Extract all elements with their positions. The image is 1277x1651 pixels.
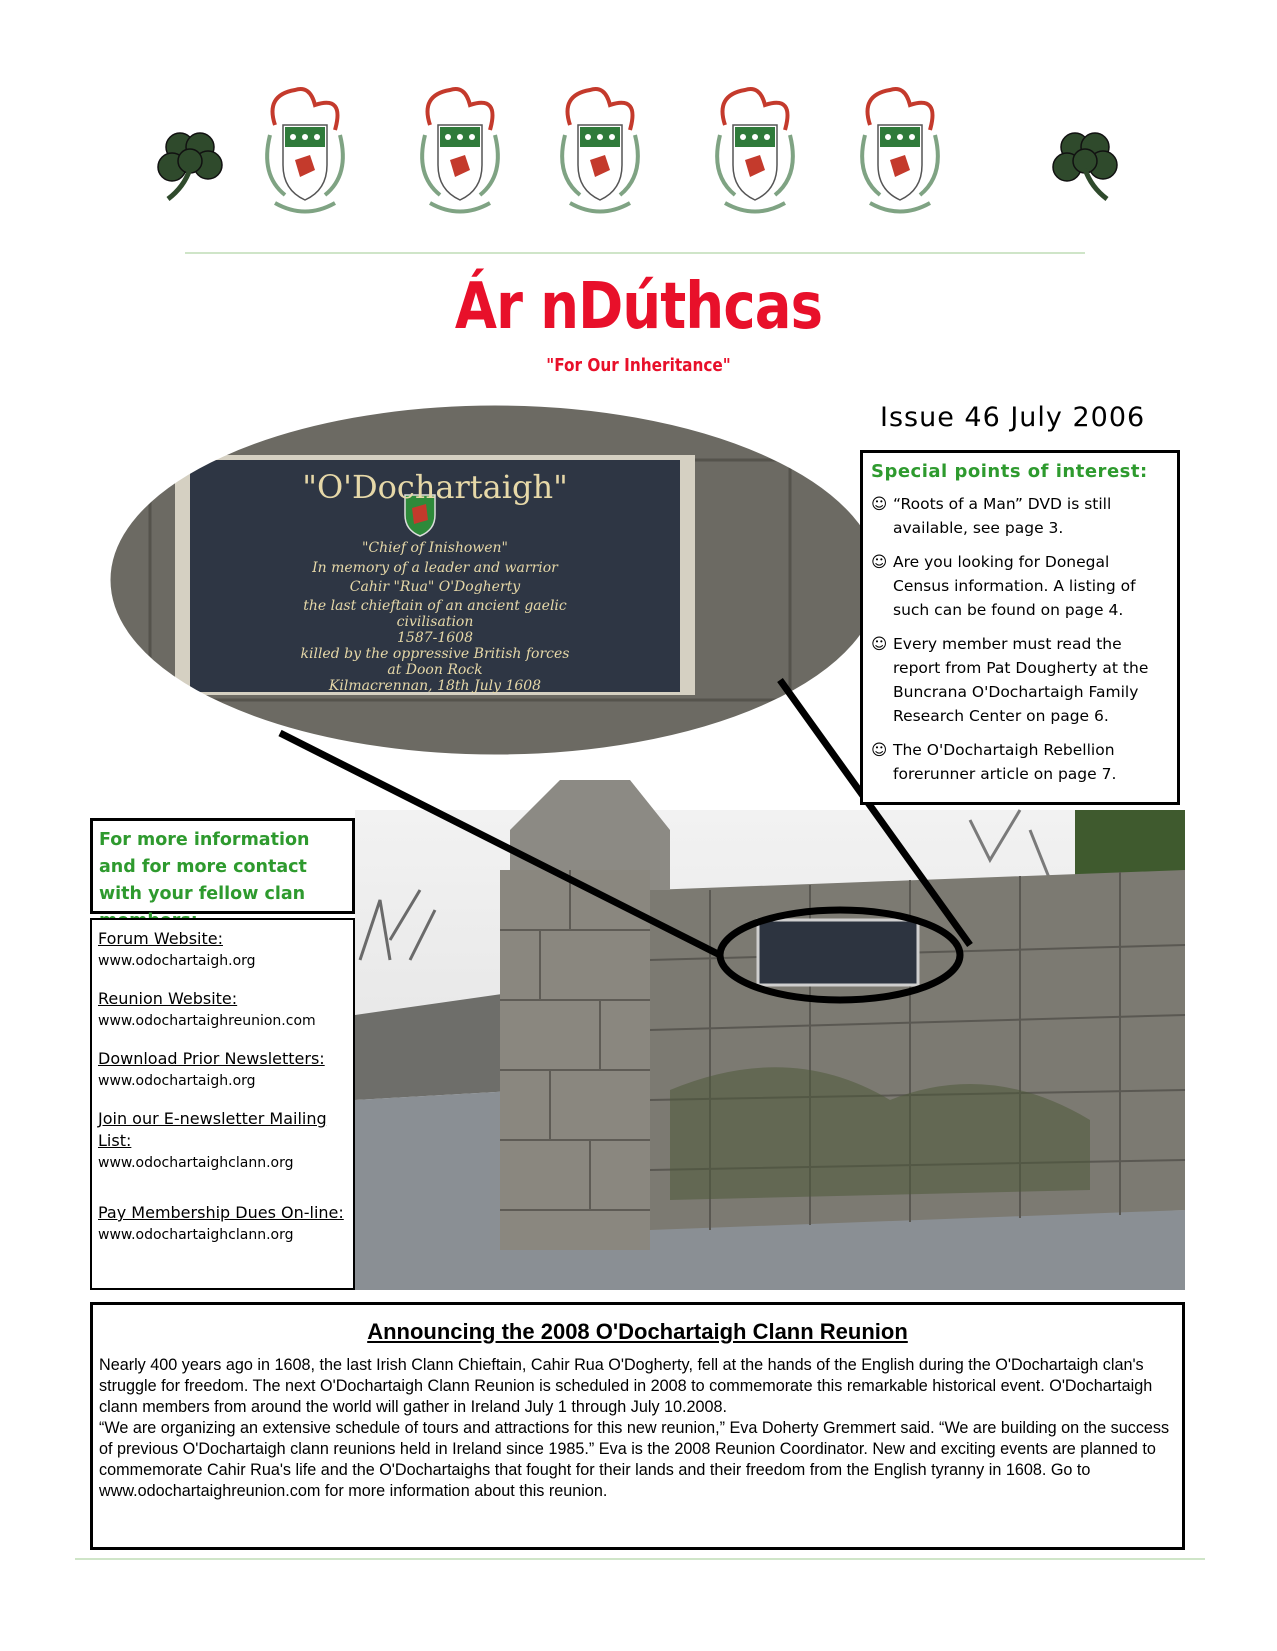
plaque-line: Cahir "Rua" O'Dogherty <box>349 579 521 595</box>
header-emblems <box>150 85 1130 225</box>
link-group <box>98 928 347 972</box>
crest-icon <box>850 85 950 225</box>
plaque-name: "O'Dochartaigh" <box>302 468 568 506</box>
shamrock-icon <box>1045 125 1125 205</box>
plaque-line: the last chieftain of an ancient gaelic <box>303 598 567 614</box>
smiley-icon: ☺ <box>871 741 888 759</box>
link-group <box>98 1048 347 1092</box>
list-item: ☺ The O'Dochartaigh Rebellion forerunner article on page 7. <box>871 738 1169 786</box>
crest-icon <box>705 85 805 225</box>
plaque-line: Kilmacrennan, 18th July 1608 <box>328 678 542 694</box>
info-heading: For more information and for more contact with your fellow clan <box>90 818 355 914</box>
footer-divider <box>75 1558 1205 1560</box>
link-label: Reunion Website: <box>98 989 238 1008</box>
crest-icon <box>410 85 510 225</box>
header-divider <box>185 252 1085 254</box>
gate-photo-scene <box>355 780 1185 1290</box>
crest-icon <box>550 85 650 225</box>
special-points-heading: Special points of interest: <box>871 461 1148 482</box>
link-group <box>98 1202 347 1246</box>
plaque-line: 1587-1608 <box>397 630 473 646</box>
link-label: Pay Membership Dues On-line: <box>98 1203 344 1222</box>
link-url[interactable]: www.odochartaigh.org <box>98 953 256 969</box>
link-url[interactable]: www.odochartaighreunion.com <box>98 1013 316 1029</box>
announcement-title: Announcing the 2008 O'Dochartaigh Clann Reunion <box>367 1319 908 1344</box>
smiley-icon: ☺ <box>871 495 888 513</box>
list-item: ☺ Are you looking for Donegal Census information. A listing of such can be found on page 4. <box>871 550 1169 622</box>
newsletter-subtitle: "For Our Inheritance" <box>546 355 731 376</box>
crest-icon <box>255 85 355 225</box>
plaque-line: "Chief of Inishowen" <box>361 540 509 556</box>
announcement-paragraph: Nearly 400 years ago in 1608, the last Irish Clann Chieftain, Cahir Rua O'Dogherty, fell at the hands of the English during the O'Dochartaigh clan's struggle for freedom. The next O'Dochartaigh Clann Reunion is scheduled in 2008 to commemorate this remarkable historical event. O'Dochartaigh clann members from around the world will gather in Ireland July 1 through July 10.2008. <box>99 1356 1153 1416</box>
link-url[interactable]: www.odochartaigh.org <box>98 1073 256 1089</box>
issue-label: Issue 46 July 2006 <box>880 402 1146 433</box>
link-group <box>98 988 347 1032</box>
announcement-paragraph: “We are organizing an extensive schedule of tours and attractions for this new reunion,” Eva Doherty Gremmert said. “We are building on the success of previous O'Dochartaigh clann reunions held in Ireland since 1985.” Eva is the 2008 Reunion Coordinator. New and exciting events are planned to commemorate Cahir Rua's life and the O'Dochartaighs that fought for their lands and their freedom from the English tyranny in 1608. Go to www.odochartaighreunion.com for more information about this reunion. <box>99 1419 1170 1500</box>
link-group <box>98 1108 347 1174</box>
link-label: Join our E-newsletter Mailing List: <box>98 1109 327 1150</box>
link-url[interactable]: www.odochartaighclann.org <box>98 1227 294 1243</box>
links-box <box>90 918 355 1290</box>
smiley-icon: ☺ <box>871 635 888 653</box>
plaque-line: civilisation <box>396 614 474 630</box>
newsletter-title: Ár nDúthcas <box>454 270 823 344</box>
smiley-icon: ☺ <box>871 553 888 571</box>
plaque-line: killed by the oppressive British forces <box>300 646 570 662</box>
special-points-box <box>860 450 1180 805</box>
announcement-box <box>90 1302 1185 1550</box>
list-item: ☺ “Roots of a Man” DVD is still available, see page 3. <box>871 492 1169 540</box>
link-url[interactable]: www.odochartaighclann.org <box>98 1155 294 1171</box>
list-item: ☺ Every member must read the report from Pat Dougherty at the Buncrana O'Dochartaigh Family Research Center on page 6. <box>871 632 1169 728</box>
link-label: Forum Website: <box>98 929 223 948</box>
shamrock-icon <box>150 125 230 205</box>
link-label: Download Prior Newsletters: <box>98 1049 325 1068</box>
plaque-line: at Doon Rock <box>387 662 483 678</box>
plaque-line: In memory of a leader and warrior <box>312 560 558 576</box>
special-points-list <box>871 492 1169 786</box>
